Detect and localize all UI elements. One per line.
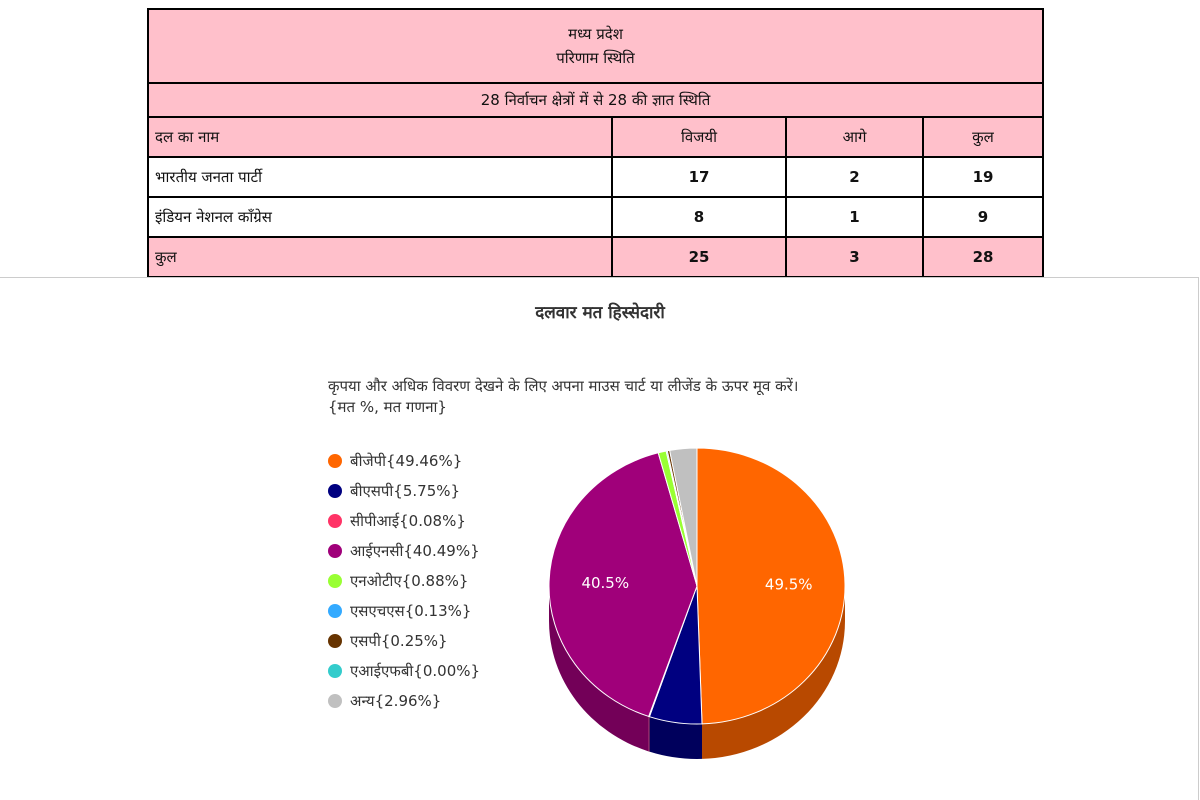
- total-count: 9: [923, 197, 1043, 237]
- party-name: भारतीय जनता पार्टी: [148, 157, 612, 197]
- instruction-format: {मत %, मत गणना}: [328, 398, 447, 416]
- vote-share-panel: [0, 277, 1199, 800]
- legend-swatch-icon: [328, 514, 342, 528]
- legend-label: सीपीआई{0.08%}: [350, 512, 466, 530]
- total-leading: 3: [786, 237, 923, 277]
- table-title: [148, 9, 1043, 83]
- won-count: 8: [612, 197, 786, 237]
- legend-label: एआईएफबी{0.00%}: [350, 662, 481, 680]
- chart-title: दलवार मत हिस्सेदारी: [535, 303, 665, 323]
- legend-swatch-icon: [328, 454, 342, 468]
- legend-swatch-icon: [328, 694, 342, 708]
- legend-swatch-icon: [328, 484, 342, 498]
- total-count: 19: [923, 157, 1043, 197]
- legend-label: एसपी{0.25%}: [350, 632, 448, 650]
- instruction-text: कृपया और अधिक विवरण देखने के लिए अपना माउस चार्ट या लीजेंड के ऊपर मूव करें।: [328, 377, 799, 395]
- legend-item[interactable]: [328, 596, 480, 626]
- leading-count: 2: [786, 157, 923, 197]
- table-header-row: [148, 117, 1043, 157]
- header-party: दल का नाम: [148, 117, 612, 157]
- legend-item[interactable]: [328, 566, 480, 596]
- table-subtitle-row: [148, 83, 1043, 117]
- title-state: मध्य प्रदेश: [568, 25, 623, 43]
- legend-item[interactable]: [328, 506, 480, 536]
- legend-label: बीएसपी{5.75%}: [350, 482, 461, 500]
- legend-item[interactable]: [328, 446, 480, 476]
- chart-legend: [328, 446, 480, 716]
- table-row: [148, 157, 1043, 197]
- legend-label: अन्य{2.96%}: [350, 692, 442, 710]
- legend-swatch-icon: [328, 664, 342, 678]
- table-row: [148, 197, 1043, 237]
- legend-item[interactable]: [328, 626, 480, 656]
- legend-item[interactable]: [328, 476, 480, 506]
- won-count: 17: [612, 157, 786, 197]
- legend-item[interactable]: [328, 686, 480, 716]
- header-leading: आगे: [786, 117, 923, 157]
- legend-label: एनओटीए{0.88%}: [350, 572, 469, 590]
- total-label: कुल: [148, 237, 612, 277]
- chart-instruction: [328, 376, 888, 418]
- legend-label: आईएनसी{40.49%}: [350, 542, 480, 560]
- header-total: कुल: [923, 117, 1043, 157]
- legend-swatch-icon: [328, 544, 342, 558]
- pie-chart[interactable]: [500, 438, 860, 800]
- header-won: विजयी: [612, 117, 786, 157]
- legend-swatch-icon: [328, 634, 342, 648]
- party-name: इंडियन नेशनल कॉंग्रेस: [148, 197, 612, 237]
- pie-data-label: 40.5%: [581, 574, 630, 593]
- legend-item[interactable]: [328, 656, 480, 686]
- legend-swatch-icon: [328, 604, 342, 618]
- pie-slice-side: [649, 716, 650, 751]
- legend-swatch-icon: [328, 574, 342, 588]
- table-total-row: [148, 237, 1043, 277]
- leading-count: 1: [786, 197, 923, 237]
- legend-label: एसएचएस{0.13%}: [350, 602, 472, 620]
- table-title-row: [148, 9, 1043, 83]
- legend-item[interactable]: [328, 536, 480, 566]
- title-status: परिणाम स्थिति: [556, 49, 635, 67]
- results-table: [147, 8, 1044, 278]
- legend-label: बीजेपी{49.46%}: [350, 452, 463, 470]
- pie-data-label: 49.5%: [764, 575, 813, 594]
- total-won: 25: [612, 237, 786, 277]
- table-subtitle: 28 निर्वाचन क्षेत्रों में से 28 की ज्ञात स्थिति: [148, 83, 1043, 117]
- total-total: 28: [923, 237, 1043, 277]
